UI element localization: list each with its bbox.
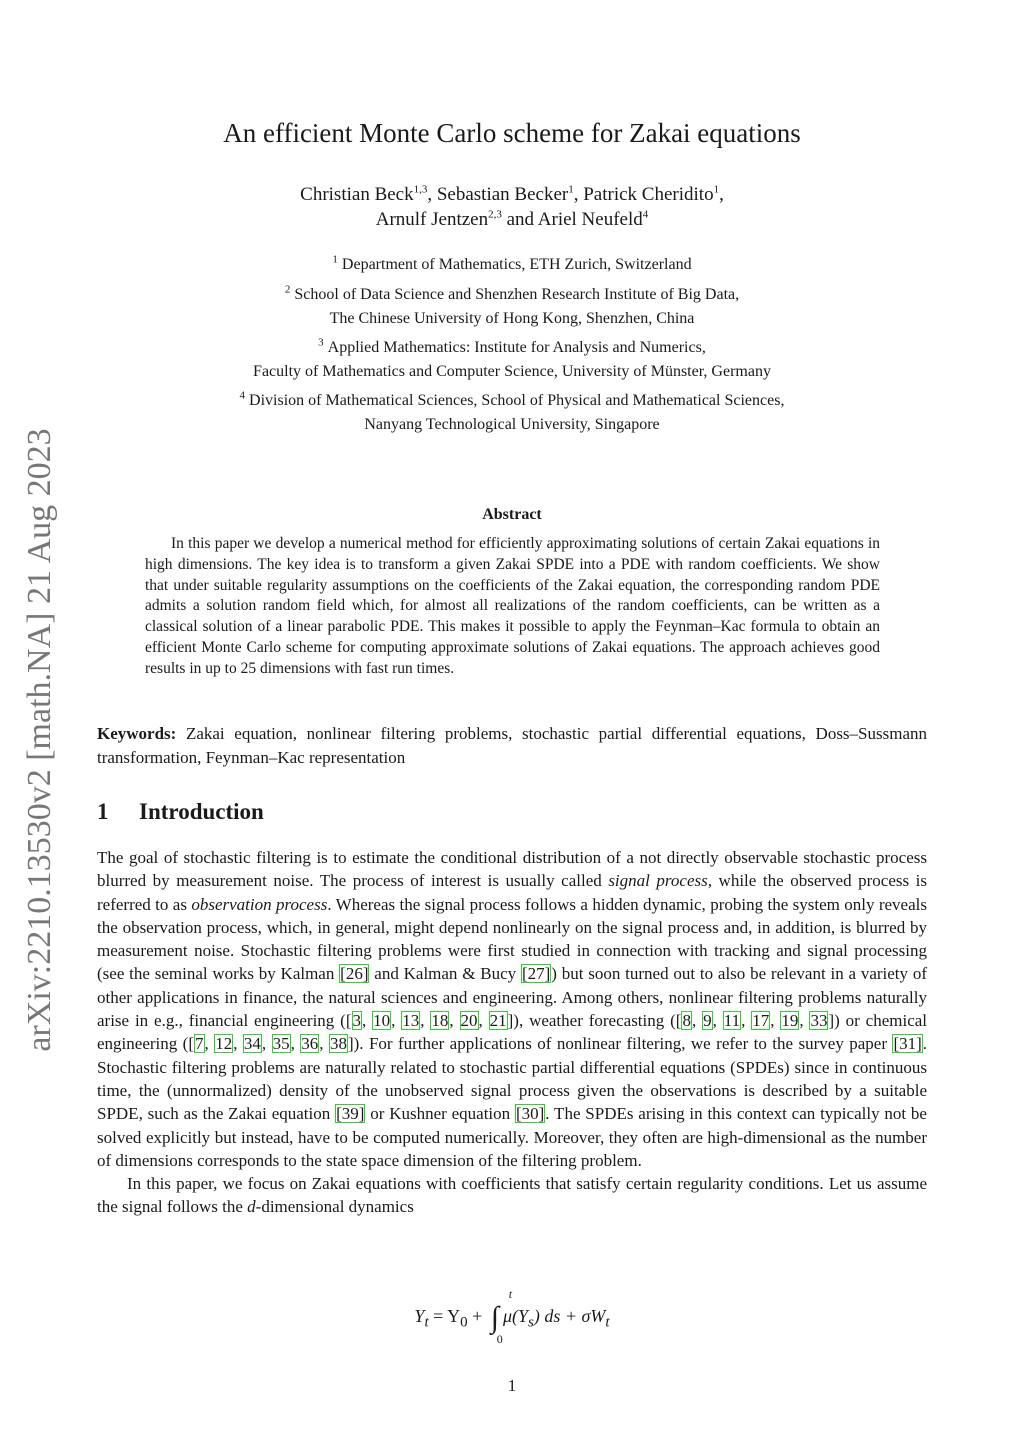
section-title: Introduction <box>139 799 264 824</box>
citation-link[interactable]: 35 <box>272 1034 290 1054</box>
citation-link[interactable]: [26] <box>340 964 369 984</box>
abstract-body <box>145 534 880 680</box>
eq-y0-sub: 0 <box>460 1314 468 1331</box>
text-run: , <box>204 1034 215 1054</box>
citation-link[interactable]: 8 <box>682 1011 691 1031</box>
affiliation-line: Nanyang Technological University, Singapore <box>364 416 660 433</box>
author-separator: , <box>719 184 724 205</box>
author-name: Arnulf Jentzen <box>375 209 489 230</box>
citation-link[interactable]: 34 <box>243 1034 261 1054</box>
arxiv-stamp: arXiv:2210.13530v2 [math.NA] 21 Aug 2023 <box>21 428 58 1052</box>
integral-lower: 0 <box>496 1332 503 1346</box>
citation-link[interactable]: 20 <box>460 1011 478 1031</box>
author-affiliation-sup: 1 <box>713 183 720 196</box>
affiliation-4 <box>0 389 1024 437</box>
citation-link[interactable]: [27] <box>521 964 551 984</box>
affiliation-line: Faculty of Mathematics and Computer Science, University of Münster, Germany <box>253 363 771 380</box>
affiliation-number: 4 <box>239 389 246 402</box>
text-run: . Whereas the signal process follows a hidden dynamic, probing the system only reveals the observation process, which, in general, might depend nonlinearly on the signal process and, in addition, is blurred by measurement noise. Stochastic filtering problems were first studied in connection with tracking and signal processing (see the seminal works by Kalman <box>97 894 927 984</box>
intro-paragraph-1 <box>97 846 927 1172</box>
author-line-2 <box>0 207 1024 232</box>
text-run: ]), weather forecasting ([ <box>507 1011 682 1031</box>
affiliation-number: 1 <box>332 253 338 266</box>
citation-link[interactable]: [31] <box>893 1034 922 1054</box>
citation-link[interactable]: 21 <box>489 1011 507 1031</box>
text-run: , <box>741 1011 752 1031</box>
paper-title: An efficient Monte Carlo scheme for Zakai equations <box>223 118 801 148</box>
emphasis-text: signal process <box>608 871 708 891</box>
text-run: , <box>712 1011 723 1031</box>
text-run: , <box>362 1011 373 1031</box>
emphasis-text: observation process <box>191 894 328 914</box>
citation-link[interactable]: 33 <box>810 1011 828 1031</box>
integral-sign: ∫ t 0 <box>490 1287 513 1346</box>
author-separator: , <box>427 184 437 205</box>
affiliation-2 <box>0 283 1024 331</box>
author-separator: and <box>501 209 538 230</box>
eq-lhs-sub: t <box>424 1314 429 1331</box>
text-run: , <box>478 1011 489 1031</box>
citation-link[interactable]: 11 <box>723 1011 741 1031</box>
text-run: , <box>770 1011 781 1031</box>
text-run: , <box>319 1034 329 1054</box>
citation-link[interactable]: 3 <box>352 1011 361 1031</box>
text-run: , <box>691 1011 703 1031</box>
text-run: and Kalman & Bucy <box>369 964 521 984</box>
abstract-heading: Abstract <box>482 506 542 523</box>
author-affiliation-sup: 1,3 <box>413 183 428 196</box>
author-line-1 <box>0 182 1024 207</box>
author-list <box>0 182 1024 232</box>
text-run: , <box>290 1034 301 1054</box>
citation-link[interactable]: 19 <box>781 1011 799 1031</box>
text-run: , <box>420 1011 431 1031</box>
citation-link[interactable]: [39] <box>336 1104 365 1124</box>
author-name: Christian Beck <box>300 184 414 205</box>
text-run: , <box>233 1034 243 1054</box>
author-affiliation-sup: 4 <box>642 208 649 221</box>
author-affiliation-sup: 2,3 <box>488 208 502 221</box>
author-affiliation-sup: 1 <box>568 183 574 196</box>
display-equation <box>0 1287 1024 1346</box>
eq-equals: = Y <box>428 1306 461 1327</box>
citation-link[interactable]: 13 <box>402 1011 420 1031</box>
citation-link[interactable]: 18 <box>431 1011 449 1031</box>
page-number: 1 <box>507 1376 517 1395</box>
text-run: In this paper, we focus on Zakai equations with coefficients that satisfy certain regularity conditions. Let us assume the signal follows the <box>97 1174 927 1217</box>
affiliation-line: School of Data Science and Shenzhen Research Institute of Big Data, <box>294 286 740 303</box>
intro-paragraph-2 <box>97 1172 927 1219</box>
keywords-text: Zakai equation, nonlinear filtering problems, stochastic partial differential equations, Doss–Sussmann transformation, Feynman–Kac representation <box>97 724 927 767</box>
eq-integrand: μ(Y <box>502 1306 529 1327</box>
eq-w-sub: t <box>605 1314 610 1331</box>
citation-link[interactable]: 38 <box>329 1034 347 1054</box>
text-run: , <box>799 1011 810 1031</box>
integral-upper: t <box>508 1287 513 1301</box>
affiliation-number: 3 <box>318 336 324 349</box>
text-run: or Kushner equation <box>365 1104 515 1124</box>
citation-link[interactable]: 9 <box>703 1011 712 1031</box>
emphasis-text: d <box>247 1197 256 1217</box>
citation-link[interactable]: 7 <box>195 1034 204 1054</box>
introduction-body <box>97 846 927 1219</box>
author-separator: , <box>573 184 584 205</box>
section-heading <box>97 799 264 825</box>
text-run: ]) or chemical engineering ([ <box>97 1011 928 1054</box>
text-run: . Stochastic filtering problems are naturally related to stochastic partial differential equations (SPDEs) since in continuous time, the (unnormalized) density of the unobserved signal process given the observations is described by a suitable SPDE, such as the Zakai equation <box>97 1034 928 1124</box>
affiliation-line: Applied Mathematics: Institute for Analysis and Numerics, <box>327 339 706 356</box>
text-run: , <box>391 1011 402 1031</box>
text-run: , <box>261 1034 272 1054</box>
eq-lhs: Y <box>414 1306 425 1327</box>
abstract-text: In this paper we develop a numerical method for efficiently approximating solutions of certain Zakai equations in high dimensions. The key idea is to transform a given Zakai SPDE into a PDE with random coefficients. We show that under suitable regularity assumptions on the coefficients of the Zakai equation, the corresponding random PDE admits a solution random field which, for almost all realizations of the random coefficients, can be written as a classical solution of a linear parabolic PDE. This makes it possible to apply the Feynman–Kac formula to obtain an efficient Monte Carlo scheme for computing approximate solutions of Zakai equations. The approach achieves good results in up to 25 dimensions with fast run times. <box>145 535 880 677</box>
text-run: ]). For further applications of nonlinear filtering, we refer to the survey paper <box>347 1034 893 1054</box>
author-name: Ariel Neufeld <box>537 209 643 230</box>
section-number: 1 <box>97 799 109 824</box>
citation-link[interactable]: 12 <box>215 1034 233 1054</box>
citation-link[interactable]: 10 <box>373 1011 391 1031</box>
affiliation-1 <box>0 253 1024 277</box>
eq-integrand-end: ) ds + σW <box>533 1306 606 1327</box>
author-name: Sebastian Becker <box>436 184 569 205</box>
affiliation-3 <box>0 336 1024 384</box>
citation-link[interactable]: 36 <box>301 1034 319 1054</box>
citation-link[interactable]: 17 <box>752 1011 770 1031</box>
text-run: -dimensional dynamics <box>255 1197 414 1217</box>
text-run: , <box>449 1011 460 1031</box>
affiliation-line: The Chinese University of Hong Kong, Shenzhen, China <box>329 310 695 327</box>
eq-plus: + <box>467 1306 487 1327</box>
author-name: Patrick Cheridito <box>583 184 714 205</box>
citation-link[interactable]: [30] <box>515 1104 545 1124</box>
affiliation-line: Department of Mathematics, ETH Zurich, Switzerland <box>341 256 692 273</box>
text-run: The goal of stochastic filtering is to estimate the conditional distribution of a not directly observable stochastic process blurred by measurement noise. The process of interest is usually called <box>97 848 927 891</box>
eq-integrand-sub: s <box>528 1314 534 1331</box>
text-run: . The SPDEs arising in this context can typically not be solved explicitly but instead, have to be computed numerically. Moreover, they often are high-dimensional as the number of dimensions corresponds to the state space dimension of the filtering problem. <box>97 1104 927 1170</box>
keywords-label: Keywords: <box>97 724 177 743</box>
text-run: , while the observed process is referred to as <box>97 871 928 914</box>
affiliation-number: 2 <box>284 283 291 296</box>
text-run: ) but soon turned out to also be relevant in a variety of other applications in finance, the natural sciences and engineering. Among others, nonlinear filtering problems naturally arise in e.g., financial engineering ([ <box>97 964 927 1031</box>
affiliation-line: Division of Mathematical Sciences, School of Physical and Mathematical Sciences, <box>249 392 785 409</box>
keywords <box>97 722 927 769</box>
